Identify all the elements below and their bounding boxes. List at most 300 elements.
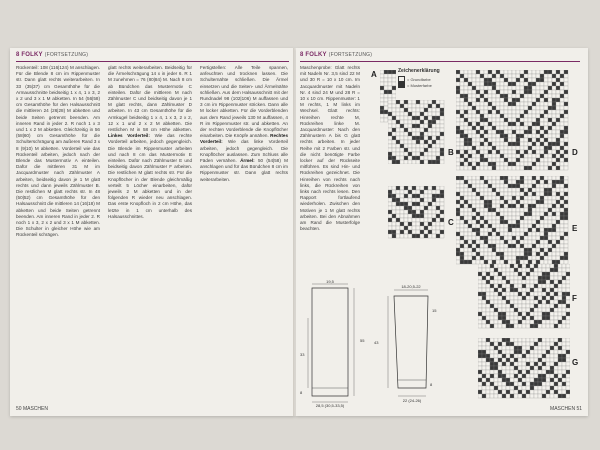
knit-cell [508, 204, 512, 208]
knit-cell [560, 106, 564, 110]
knit-cell [432, 226, 436, 230]
knit-cell [500, 180, 504, 184]
knit-cell [548, 200, 552, 204]
knit-cell [552, 122, 556, 126]
knit-cell [484, 184, 488, 188]
knit-cell [528, 180, 532, 184]
knit-cell [518, 390, 522, 394]
knit-cell [404, 144, 408, 148]
knit-cell [476, 78, 480, 82]
knit-cell [534, 386, 538, 390]
knit-cell [484, 192, 488, 196]
knit-cell [538, 354, 542, 358]
knit-cell [530, 346, 534, 350]
knit-cell [506, 284, 510, 288]
knit-cell [510, 342, 514, 346]
knit-cell [494, 268, 498, 272]
knit-cell [476, 196, 480, 200]
knit-cell [526, 378, 530, 382]
knit-cell [490, 280, 494, 284]
knit-cell [536, 166, 540, 170]
knit-cell [524, 208, 528, 212]
knit-cell [528, 248, 532, 252]
knit-cell [440, 156, 444, 160]
knit-cell [456, 118, 460, 122]
knit-cell [496, 78, 500, 82]
knit-cell [440, 226, 444, 230]
knit-cell [476, 70, 480, 74]
knit-cell [526, 350, 530, 354]
knit-cell [486, 378, 490, 382]
knit-cell [456, 122, 460, 126]
knit-cell [494, 316, 498, 320]
knit-cell [500, 122, 504, 126]
knit-cell [530, 312, 534, 316]
knit-cell [468, 232, 472, 236]
knit-cell [566, 390, 570, 394]
knit-cell [428, 136, 432, 140]
knit-cell [482, 264, 486, 268]
knit-cell [528, 184, 532, 188]
knit-cell [498, 366, 502, 370]
knit-cell [530, 272, 534, 276]
knit-cell [538, 308, 542, 312]
knit-cell [476, 154, 480, 158]
knit-cell [556, 240, 560, 244]
knit-cell [526, 308, 530, 312]
knit-cell [556, 154, 560, 158]
knit-cell [532, 134, 536, 138]
knit-cell [552, 74, 556, 78]
knit-cell [460, 196, 464, 200]
knit-cell [504, 212, 508, 216]
knit-cell [536, 228, 540, 232]
knit-cell [488, 158, 492, 162]
knit-cell [520, 192, 524, 196]
knit-cell [502, 394, 506, 398]
knit-cell [412, 140, 416, 144]
knit-cell [384, 78, 388, 82]
knit-cell [440, 152, 444, 156]
knit-cell [460, 70, 464, 74]
knit-cell [496, 180, 500, 184]
legend-title: Zeichenerklärung [398, 68, 440, 74]
knit-cell [464, 150, 468, 154]
knit-cell [432, 214, 436, 218]
knit-cell [488, 146, 492, 150]
knit-cell [460, 180, 464, 184]
knit-cell [564, 192, 568, 196]
knit-cell [534, 366, 538, 370]
knit-cell [504, 252, 508, 256]
knit-cell [498, 354, 502, 358]
knit-cell [508, 236, 512, 240]
legend-ground-label: = Grundfarbe [407, 76, 431, 82]
section-linkes-vorderteil: Linkes Vorderteil: [108, 133, 150, 139]
knit-cell [528, 252, 532, 256]
knit-cell [516, 158, 520, 162]
knit-cell [512, 106, 516, 110]
knit-cell [540, 256, 544, 260]
knit-cell [476, 252, 480, 256]
knit-cell [550, 362, 554, 366]
knit-cell [472, 114, 476, 118]
knit-cell [478, 350, 482, 354]
knit-cell [554, 350, 558, 354]
knit-cell [560, 74, 564, 78]
knit-cell [510, 366, 514, 370]
knit-cell [544, 78, 548, 82]
knit-cell [480, 252, 484, 256]
knit-cell [416, 132, 420, 136]
knit-cell [520, 126, 524, 130]
knit-cell [486, 362, 490, 366]
knit-cell [536, 188, 540, 192]
knit-cell [552, 130, 556, 134]
knit-cell [460, 110, 464, 114]
knit-cell [464, 102, 468, 106]
knit-cell [508, 130, 512, 134]
knit-cell [440, 128, 444, 132]
knit-cell [498, 370, 502, 374]
knit-cell [516, 138, 520, 142]
knit-cell [404, 186, 408, 190]
knit-cell [468, 216, 472, 220]
knit-cell [544, 98, 548, 102]
knit-cell [556, 188, 560, 192]
knit-cell [484, 98, 488, 102]
knit-cell [528, 240, 532, 244]
knit-cell [392, 70, 396, 74]
knit-cell [540, 232, 544, 236]
knit-cell [432, 160, 436, 164]
knit-cell [478, 316, 482, 320]
knit-cell [464, 114, 468, 118]
knit-cell [536, 142, 540, 146]
knit-cell [510, 386, 514, 390]
knit-cell [534, 374, 538, 378]
knit-cell [556, 204, 560, 208]
knit-cell [506, 316, 510, 320]
knit-cell [472, 244, 476, 248]
knit-cell [564, 110, 568, 114]
knit-cell [484, 252, 488, 256]
knit-cell [504, 138, 508, 142]
knit-cell [554, 288, 558, 292]
knit-cell [504, 232, 508, 236]
knit-cell [432, 128, 436, 132]
knit-cell [492, 220, 496, 224]
knit-cell [484, 134, 488, 138]
knit-cell [566, 268, 570, 272]
knit-cell [528, 256, 532, 260]
knit-cell [532, 192, 536, 196]
knit-cell [540, 106, 544, 110]
knit-cell [534, 382, 538, 386]
knit-cell [536, 176, 540, 180]
knit-cell [464, 154, 468, 158]
knit-cell [556, 78, 560, 82]
knit-cell [520, 224, 524, 228]
knit-cell [556, 126, 560, 130]
knit-cell [524, 154, 528, 158]
knit-cell [490, 320, 494, 324]
knit-cell [550, 338, 554, 342]
knit-cell [526, 296, 530, 300]
knit-cell [564, 70, 568, 74]
knit-cell [536, 102, 540, 106]
knit-cell [400, 156, 404, 160]
knit-cell [388, 148, 392, 152]
knit-cell [472, 236, 476, 240]
knit-cell [486, 354, 490, 358]
knit-cell [564, 196, 568, 200]
knit-cell [508, 138, 512, 142]
knit-cell [532, 82, 536, 86]
knit-cell [478, 312, 482, 316]
knit-cell [494, 308, 498, 312]
knit-cell [490, 350, 494, 354]
knit-cell [548, 166, 552, 170]
knit-cell [516, 114, 520, 118]
knit-cell [482, 268, 486, 272]
knit-cell [486, 350, 490, 354]
knit-cell [566, 394, 570, 398]
front-label-width-top: 19,5 [326, 279, 334, 284]
knit-cell [556, 82, 560, 86]
knit-cell [404, 226, 408, 230]
knit-cell [490, 390, 494, 394]
knit-cell [560, 142, 564, 146]
knit-cell [546, 296, 550, 300]
knit-cell [412, 190, 416, 194]
knit-cell [404, 120, 408, 124]
knit-cell [530, 308, 534, 312]
knit-cell [420, 202, 424, 206]
knit-cell [524, 142, 528, 146]
knit-cell [456, 130, 460, 134]
knit-cell [566, 346, 570, 350]
knit-cell [548, 142, 552, 146]
knit-cell [508, 252, 512, 256]
knit-cell [514, 366, 518, 370]
knit-cell [404, 218, 408, 222]
knit-cell [522, 312, 526, 316]
knit-cell [524, 146, 528, 150]
knit-cell [392, 100, 396, 104]
knit-cell [502, 370, 506, 374]
knit-cell [412, 186, 416, 190]
knit-cell [464, 142, 468, 146]
knit-cell [550, 312, 554, 316]
knit-cell [440, 190, 444, 194]
knit-cell [554, 316, 558, 320]
knit-cell [544, 150, 548, 154]
knit-cell [480, 150, 484, 154]
knit-cell [482, 350, 486, 354]
knit-cell [480, 240, 484, 244]
knit-cell [508, 146, 512, 150]
knit-cell [464, 122, 468, 126]
knit-cell [396, 108, 400, 112]
knit-cell [528, 232, 532, 236]
knit-cell [484, 240, 488, 244]
knit-cell [486, 338, 490, 342]
knit-cell [502, 346, 506, 350]
knit-cell [560, 256, 564, 260]
knit-cell [524, 70, 528, 74]
knit-cell [512, 228, 516, 232]
knit-cell [522, 308, 526, 312]
knit-cell [488, 82, 492, 86]
knit-cell [380, 118, 384, 122]
knit-cell [468, 110, 472, 114]
knit-cell [504, 200, 508, 204]
knit-cell [520, 94, 524, 98]
knit-cell [492, 134, 496, 138]
knit-cell [456, 78, 460, 82]
knit-cell [520, 184, 524, 188]
knit-cell [498, 358, 502, 362]
knit-cell [546, 390, 550, 394]
knit-cell [476, 82, 480, 86]
knit-cell [456, 216, 460, 220]
knit-cell [508, 216, 512, 220]
knit-cell [460, 166, 464, 170]
knit-cell [488, 154, 492, 158]
knit-cell [528, 70, 532, 74]
knit-cell [494, 338, 498, 342]
knit-cell [480, 106, 484, 110]
knit-cell [556, 86, 560, 90]
knit-cell [538, 316, 542, 320]
knit-cell [512, 180, 516, 184]
knit-cell [500, 200, 504, 204]
knit-cell [528, 166, 532, 170]
knit-cell [520, 252, 524, 256]
knit-cell [468, 86, 472, 90]
knit-cell [412, 124, 416, 128]
knit-cell [532, 158, 536, 162]
knit-cell [412, 108, 416, 112]
knit-cell [562, 304, 566, 308]
knit-cell [502, 366, 506, 370]
knit-cell [472, 86, 476, 90]
knit-cell [496, 122, 500, 126]
knit-cell [524, 236, 528, 240]
knit-cell [416, 222, 420, 226]
knit-cell [460, 122, 464, 126]
knit-cell [464, 70, 468, 74]
knit-cell [554, 264, 558, 268]
knit-cell [558, 304, 562, 308]
knit-cell [538, 394, 542, 398]
knit-cell [396, 194, 400, 198]
knit-cell [560, 248, 564, 252]
knit-cell [468, 154, 472, 158]
knit-cell [456, 180, 460, 184]
knit-cell [558, 338, 562, 342]
knit-cell [558, 390, 562, 394]
knit-cell [472, 142, 476, 146]
knit-cell [500, 204, 504, 208]
knit-cell [492, 180, 496, 184]
knit-cell [538, 338, 542, 342]
knit-cell [404, 116, 408, 120]
knit-cell [380, 78, 384, 82]
knit-cell [506, 268, 510, 272]
knit-cell [500, 82, 504, 86]
knit-cell [480, 102, 484, 106]
knit-cell [536, 208, 540, 212]
knit-cell [562, 350, 566, 354]
knit-cell [544, 126, 548, 130]
knit-cell [510, 316, 514, 320]
knit-cell [506, 374, 510, 378]
knit-cell [492, 126, 496, 130]
knit-cell [468, 106, 472, 110]
knit-cell [548, 78, 552, 82]
knit-cell [492, 176, 496, 180]
knit-cell [536, 220, 540, 224]
knit-cell [548, 204, 552, 208]
knit-cell [524, 102, 528, 106]
knit-cell [504, 142, 508, 146]
knit-cell [440, 234, 444, 238]
knit-cell [490, 370, 494, 374]
knit-cell [564, 236, 568, 240]
knit-cell [400, 226, 404, 230]
knit-cell [550, 342, 554, 346]
knit-cell [404, 160, 408, 164]
knit-cell [412, 128, 416, 132]
knit-cell [514, 378, 518, 382]
knit-cell [500, 70, 504, 74]
knit-cell [564, 118, 568, 122]
knit-cell [428, 190, 432, 194]
knit-cell [500, 114, 504, 118]
knit-cell [548, 208, 552, 212]
knit-cell [480, 130, 484, 134]
knit-cell [552, 70, 556, 74]
knit-cell [508, 114, 512, 118]
knit-cell [486, 264, 490, 268]
knit-cell [456, 158, 460, 162]
knit-cell [468, 260, 472, 264]
knit-cell [464, 176, 468, 180]
knit-cell [526, 280, 530, 284]
knit-cell [456, 204, 460, 208]
knit-cell [492, 224, 496, 228]
knit-cell [564, 114, 568, 118]
knit-cell [558, 394, 562, 398]
knit-cell [490, 316, 494, 320]
knit-cell [482, 320, 486, 324]
knit-cell [518, 264, 522, 268]
knit-cell [492, 122, 496, 126]
knit-cell [508, 102, 512, 106]
knit-cell [524, 220, 528, 224]
knit-cell [412, 214, 416, 218]
knit-cell [460, 188, 464, 192]
knit-cell [428, 160, 432, 164]
knit-cell [516, 74, 520, 78]
knit-cell [564, 78, 568, 82]
knit-cell [484, 150, 488, 154]
knit-cell [416, 214, 420, 218]
knit-cell [564, 162, 568, 166]
knit-cell [464, 216, 468, 220]
